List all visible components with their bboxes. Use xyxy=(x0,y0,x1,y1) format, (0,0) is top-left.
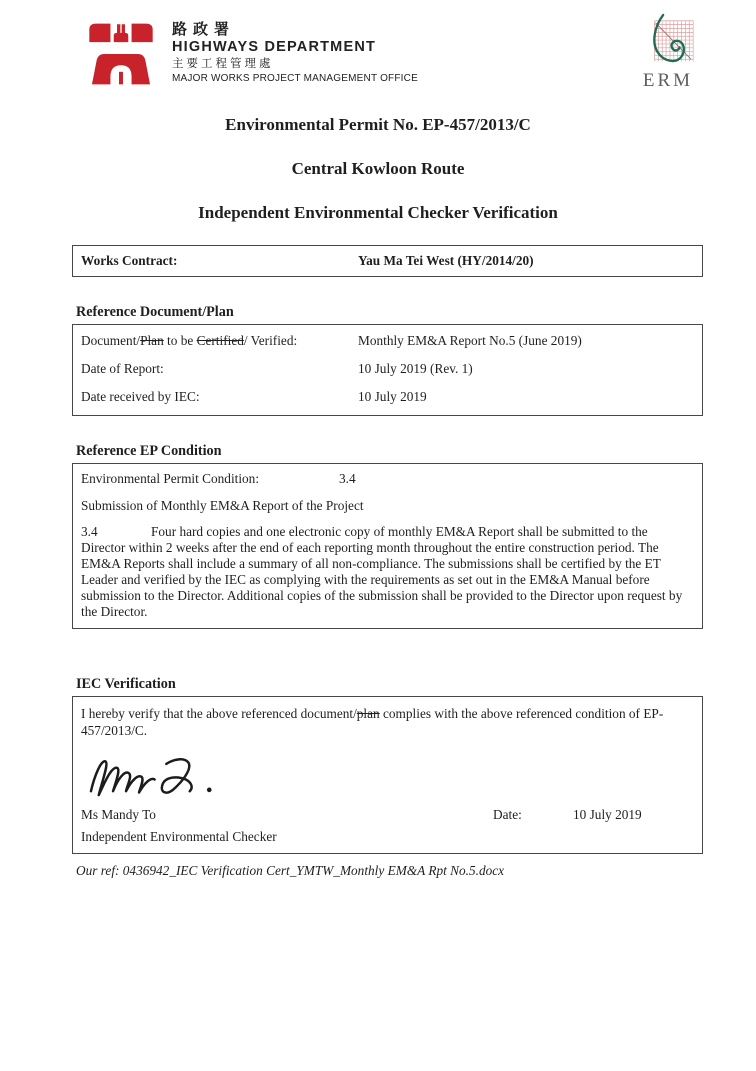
dept-name-chinese: 路政署 xyxy=(172,21,236,38)
erm-logo xyxy=(628,13,708,91)
works-contract-label: Works Contract: xyxy=(81,253,178,268)
letterhead-text xyxy=(172,21,418,85)
date-of-report-label: Date of Report: xyxy=(81,361,164,376)
iec-verification-box xyxy=(72,696,703,854)
verification-statement xyxy=(81,705,694,739)
works-contract-box xyxy=(72,245,703,277)
document-verified-row xyxy=(81,333,694,349)
reference-document-heading: Reference Document/Plan xyxy=(76,304,234,320)
clause-text: Four hard copies and one electronic copy of monthly EM&A Report shall be submitted to the Director within 2 weeks after the end of each reporting month throughout the entire construction period. The EM&A Reports shall include a summary of all non-compliance. The submissions shall be certified by the ET Leader and verified by the IEC as complying with the requirements as set out in the EM&A Manual before submission to the Director. Additional copies of the submission shall be provided to the Director upon request by the Director. xyxy=(81,524,683,619)
signatory-title: Independent Environmental Checker xyxy=(81,829,277,844)
project-title: Central Kowloon Route xyxy=(291,159,465,178)
dept-name-english: HIGHWAYS DEPARTMENT xyxy=(172,39,377,55)
our-ref-line: Our ref: 0436942_IEC Verification Cert_YMTW_Monthly EM&A Rpt No.5.docx xyxy=(76,863,505,878)
date-of-report-value: 10 July 2019 (Rev. 1) xyxy=(358,361,473,376)
struck-word-plan: plan xyxy=(356,706,380,721)
reference-document-box xyxy=(72,324,703,416)
date-label: Date: xyxy=(493,807,522,822)
reference-ep-box xyxy=(72,463,703,629)
date-received-label: Date received by IEC: xyxy=(81,389,200,404)
ep-condition-label: Environmental Permit Condition: xyxy=(81,471,260,486)
statement-part: I hereby verify that the above referenced document/ xyxy=(81,706,357,721)
erm-wordmark: ERM xyxy=(642,70,694,91)
office-name-english: MAJOR WORKS PROJECT MANAGEMENT OFFICE xyxy=(172,73,418,84)
office-name-chinese: 主要工程管理處 xyxy=(172,58,274,70)
ep-condition-row xyxy=(81,471,694,487)
label-part: to be xyxy=(163,333,197,348)
reference-ep-heading: Reference EP Condition xyxy=(76,443,222,459)
clause-number: 3.4 xyxy=(81,524,98,539)
label-part: Document/ xyxy=(81,333,141,348)
works-contract-value: Yau Ma Tei West (HY/2014/20) xyxy=(358,253,534,268)
date-of-report-row xyxy=(81,361,694,377)
date-value: 10 July 2019 xyxy=(573,807,642,822)
document-verified-label xyxy=(81,333,358,349)
highways-department-logo-icon xyxy=(88,20,154,88)
letterhead xyxy=(0,20,756,112)
signature-image xyxy=(83,747,251,799)
struck-word-certified: Certified xyxy=(196,333,244,348)
iec-verification-heading: IEC Verification xyxy=(76,676,176,692)
signatory-row xyxy=(81,807,694,823)
signatory-name: Ms Mandy To xyxy=(81,807,156,822)
struck-word-plan: Plan xyxy=(140,333,164,348)
permit-number-title: Environmental Permit No. EP-457/2013/C xyxy=(225,115,531,134)
label-part: / Verified: xyxy=(243,333,298,348)
ep-clause-paragraph xyxy=(81,524,694,620)
ep-condition-value: 3.4 xyxy=(339,471,356,486)
document-body xyxy=(72,245,703,854)
date-received-row xyxy=(81,389,694,405)
document-verified-value: Monthly EM&A Report No.5 (June 2019) xyxy=(358,333,582,348)
statement-part: complies with the above referenced condition of EP-457/2013/C. xyxy=(81,706,664,738)
date-received-value: 10 July 2019 xyxy=(358,389,427,404)
erm-fern-spiral-icon xyxy=(636,13,700,73)
document-title: Independent Environmental Checker Verification xyxy=(198,203,558,222)
submission-line: Submission of Monthly EM&A Report of the Project xyxy=(81,498,364,513)
